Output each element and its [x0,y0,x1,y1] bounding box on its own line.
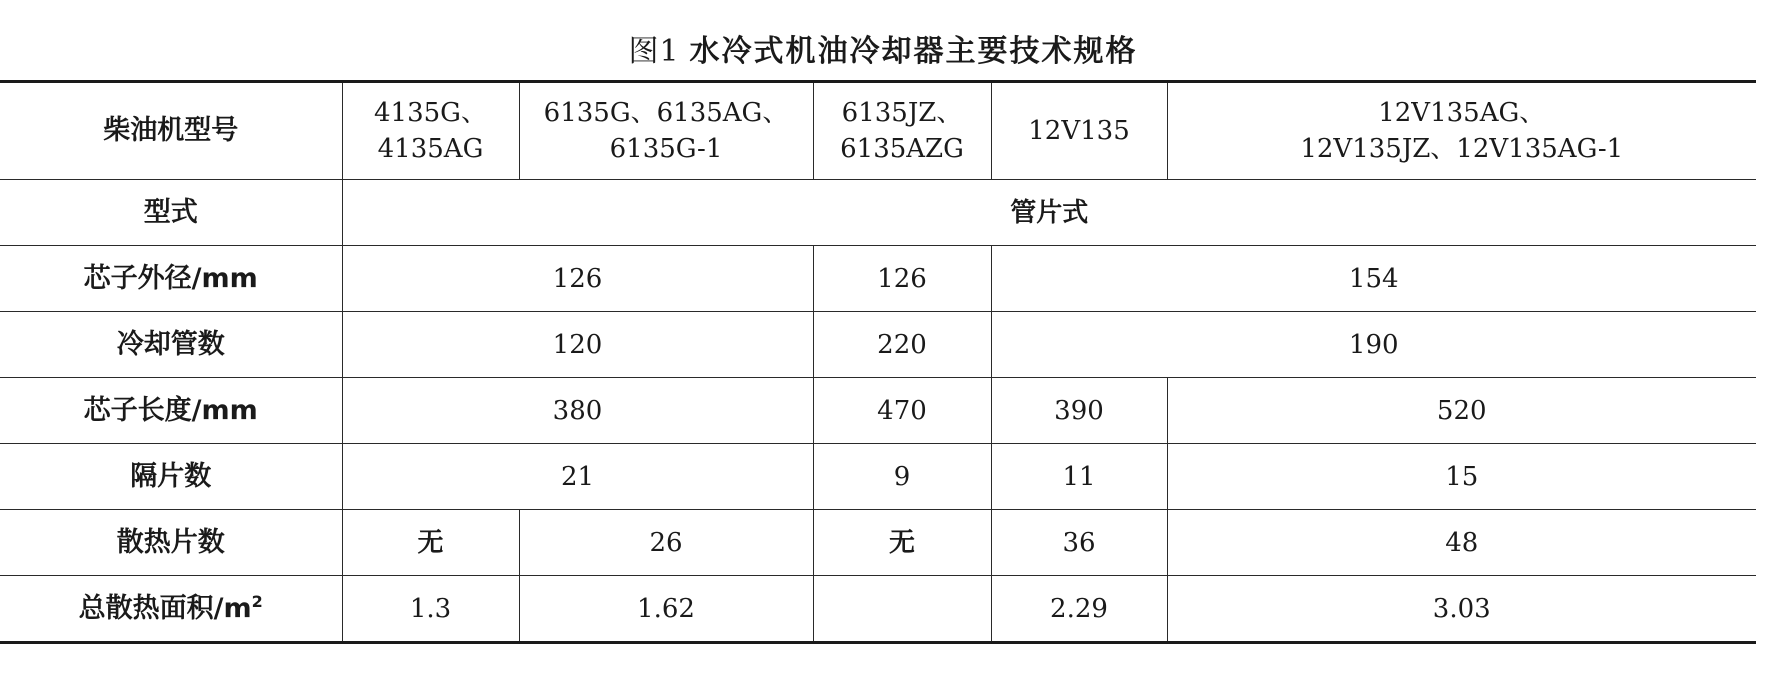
model-line: 4135AG [377,134,484,164]
value-cell: 220 [813,312,991,378]
row-label-text: 总散热面积/m [78,592,252,624]
value-cell: 9 [813,444,991,510]
value-cell: 126 [342,246,813,312]
table-row-tube-count [0,312,1756,378]
table-row-core-length [0,378,1756,444]
value-cell [813,576,991,643]
table-caption [0,30,1766,74]
model-cell [991,82,1167,180]
value-cell: 3.03 [1167,576,1756,643]
value-cell: 无 [813,510,991,576]
value-cell: 11 [991,444,1167,510]
table-row-total-area [0,576,1756,643]
model-line: 6135G-1 [609,134,723,164]
row-label-cell: 散热片数 [0,510,342,576]
value-cell: 520 [1167,378,1756,444]
value-cell: 390 [991,378,1167,444]
value-cell: 15 [1167,444,1756,510]
model-line: 6135JZ、 [841,98,963,128]
model-cell [519,82,813,180]
value-cell: 管片式 [342,180,1756,246]
table-header-row [0,82,1756,180]
value-cell: 380 [342,378,813,444]
value-cell: 154 [991,246,1756,312]
model-line: 6135AZG [840,134,964,164]
model-line: 12V135JZ、12V135AG-1 [1300,134,1624,164]
row-label-cell [0,576,342,643]
value-cell: 120 [342,312,813,378]
row-label-cell: 冷却管数 [0,312,342,378]
value-cell: 无 [342,510,519,576]
model-line: 4135G、 [374,98,487,128]
model-line: 12V135AG、 [1378,98,1546,128]
model-cell [342,82,519,180]
row-label-cell: 芯子外径/mm [0,246,342,312]
header-label-cell: 柴油机型号 [0,82,342,180]
value-cell: 470 [813,378,991,444]
figure-number: 图1 [628,34,680,69]
value-cell: 48 [1167,510,1756,576]
table-row-core-diameter [0,246,1756,312]
table-row-type [0,180,1756,246]
value-cell: 36 [991,510,1167,576]
value-cell: 2.29 [991,576,1167,643]
row-label-cell: 芯子长度/mm [0,378,342,444]
value-cell: 190 [991,312,1756,378]
table-row-baffle-count [0,444,1756,510]
model-cell [1167,82,1756,180]
model-line: 12V135 [1028,116,1130,146]
unit-superscript: 2 [251,591,263,611]
model-line: 6135G、6135AG、 [543,98,789,128]
table-title: 水冷式机油冷却器主要技术规格 [689,34,1138,69]
value-cell: 21 [342,444,813,510]
spec-table [0,80,1756,644]
row-label-cell: 隔片数 [0,444,342,510]
value-cell: 126 [813,246,991,312]
model-cell [813,82,991,180]
value-cell: 1.3 [342,576,519,643]
value-cell: 26 [519,510,813,576]
value-cell: 1.62 [519,576,813,643]
table-row-fin-count [0,510,1756,576]
row-label-cell: 型式 [0,180,342,246]
